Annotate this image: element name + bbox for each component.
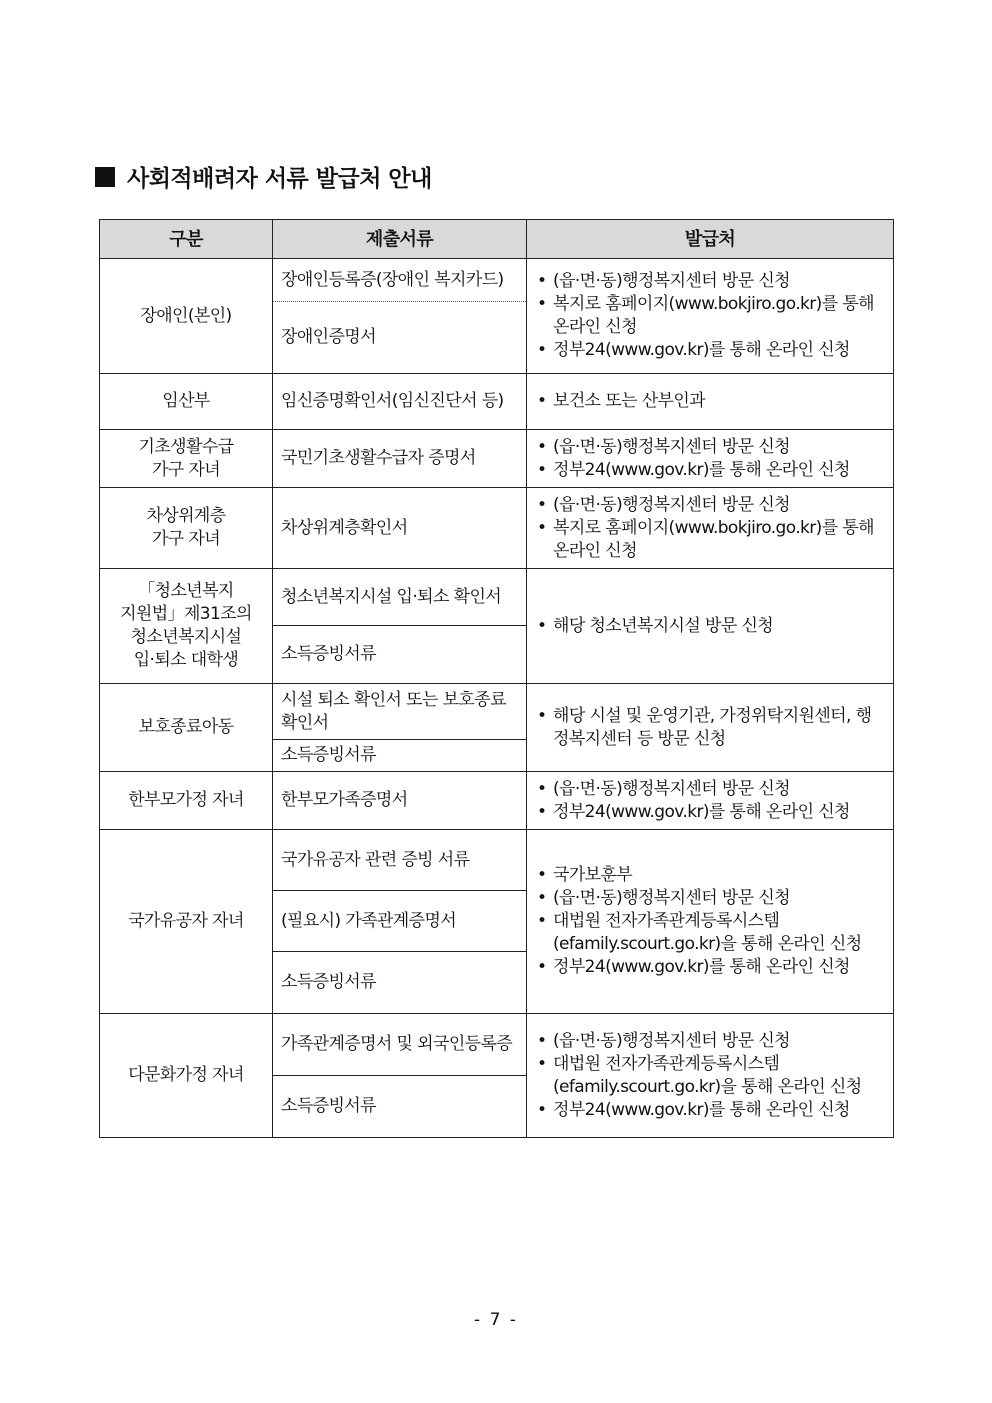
- document-cell: 장애인등록증(장애인 복지카드): [273, 259, 527, 302]
- issuer-item: • 복지로 홈페이지(www.bokjiro.go.kr)를 통해 온라인 신청: [535, 517, 885, 563]
- category-line: 지원법」제31조의: [120, 604, 252, 624]
- issuer-item: • 정부24(www.gov.kr)를 통해 온라인 신청: [535, 956, 885, 979]
- table-row: [100, 569, 894, 626]
- issuer-cell: [527, 569, 894, 684]
- category-line: 차상위계층: [146, 506, 226, 526]
- document-cell: 소득증빙서류: [273, 1076, 527, 1138]
- category-line: 가구 자녀: [151, 459, 221, 480]
- table-header-row: [100, 220, 894, 259]
- category-cell: 다문화가정 자녀: [100, 1014, 273, 1138]
- issuer-cell: [527, 830, 894, 1014]
- category-line: 입·퇴소 대학생: [133, 650, 239, 670]
- header-documents: 제출서류: [273, 220, 527, 259]
- issuer-item: • (읍·면·동)행정복지센터 방문 신청: [535, 887, 885, 910]
- category-cell: 임산부: [100, 374, 273, 430]
- issuer-item: • 대법원 전자가족관계등록시스템 (efamily.scourt.go.kr)을 통해 온라인 신청: [535, 910, 885, 956]
- issuer-cell: [527, 374, 894, 430]
- issuer-item: • 해당 청소년복지시설 방문 신청: [535, 615, 885, 638]
- issuer-cell: [527, 772, 894, 830]
- document-cell: 국민기초생활수급자 증명서: [273, 430, 527, 488]
- document-cell: 시설 퇴소 확인서 또는 보호종료 확인서: [273, 684, 527, 740]
- issuer-item: • 해당 시설 및 운영기관, 가정위탁지원센터, 행정복지센터 등 방문 신청: [535, 705, 885, 751]
- table-row: [100, 374, 894, 430]
- category-cell: [100, 569, 273, 684]
- document-cell: 청소년복지시설 입·퇴소 확인서: [273, 569, 527, 626]
- issuer-item: • 정부24(www.gov.kr)를 통해 온라인 신청: [535, 339, 885, 362]
- issuer-item: • 복지로 홈페이지(www.bokjiro.go.kr)를 통해 온라인 신청: [535, 293, 885, 339]
- issuer-item: • (읍·면·동)행정복지센터 방문 신청: [535, 494, 885, 517]
- table-row: [100, 772, 894, 830]
- category-line: 청소년복지시설: [130, 627, 242, 647]
- table-row: [100, 684, 894, 740]
- document-cell: 임신증명확인서(임신진단서 등): [273, 374, 527, 430]
- category-cell: 한부모가정 자녀: [100, 772, 273, 830]
- issuer-item: • 정부24(www.gov.kr)를 통해 온라인 신청: [535, 459, 885, 482]
- document-cell: 국가유공자 관련 증빙 서류: [273, 830, 527, 891]
- document-cell: 한부모가족증명서: [273, 772, 527, 830]
- document-cell: 장애인증명서: [273, 302, 527, 374]
- document-cell: 소득증빙서류: [273, 626, 527, 684]
- table-row: [100, 430, 894, 488]
- issuer-cell: [527, 684, 894, 772]
- issuer-item: • 정부24(www.gov.kr)를 통해 온라인 신청: [535, 1099, 885, 1122]
- table-row: [100, 830, 894, 891]
- documents-table: [99, 219, 894, 1138]
- issuer-item: • (읍·면·동)행정복지센터 방문 신청: [535, 270, 885, 293]
- square-bullet-icon: [95, 167, 115, 187]
- issuer-cell: [527, 259, 894, 374]
- issuer-item: • (읍·면·동)행정복지센터 방문 신청: [535, 1030, 885, 1053]
- table-row: [100, 259, 894, 302]
- page-title-text: 사회적배려자 서류 발급처 안내: [127, 166, 432, 192]
- issuer-item: • 보건소 또는 산부인과: [535, 390, 885, 413]
- category-cell: 장애인(본인): [100, 259, 273, 374]
- table-row: [100, 1014, 894, 1076]
- issuer-item: • (읍·면·동)행정복지센터 방문 신청: [535, 436, 885, 459]
- category-line: 기초생활수급: [138, 436, 234, 457]
- issuer-item: • 국가보훈부: [535, 864, 885, 887]
- issuer-item: • (읍·면·동)행정복지센터 방문 신청: [535, 778, 885, 801]
- page-title: [95, 160, 432, 193]
- issuer-cell: [527, 1014, 894, 1138]
- document-cell: (필요시) 가족관계증명서: [273, 891, 527, 952]
- table-row: [100, 488, 894, 569]
- category-cell: 국가유공자 자녀: [100, 830, 273, 1014]
- category-cell: 보호종료아동: [100, 684, 273, 772]
- document-cell: 차상위계층확인서: [273, 488, 527, 569]
- document-cell: 가족관계증명서 및 외국인등록증: [273, 1014, 527, 1076]
- issuer-item: • 정부24(www.gov.kr)를 통해 온라인 신청: [535, 801, 885, 824]
- issuer-cell: [527, 430, 894, 488]
- issuer-item: • 대법원 전자가족관계등록시스템 (efamily.scourt.go.kr)을 통해 온라인 신청: [535, 1053, 885, 1099]
- category-cell: [100, 430, 273, 488]
- header-issuer: 발급처: [527, 220, 894, 259]
- category-cell: [100, 488, 273, 569]
- issuer-cell: [527, 488, 894, 569]
- document-cell: 소득증빙서류: [273, 740, 527, 772]
- page-number: - 7 -: [474, 1310, 518, 1330]
- document-cell: 소득증빙서류: [273, 952, 527, 1014]
- category-line: 「청소년복지: [138, 581, 234, 601]
- header-category: 구분: [100, 220, 273, 259]
- category-line: 가구 자녀: [151, 529, 221, 549]
